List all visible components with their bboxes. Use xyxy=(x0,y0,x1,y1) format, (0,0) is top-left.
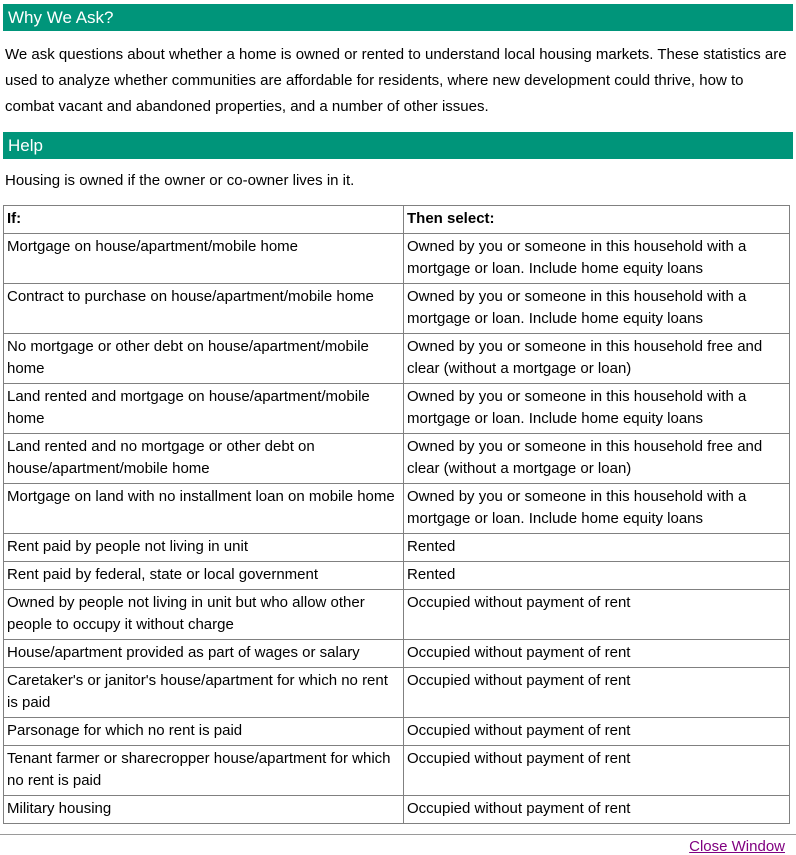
footer xyxy=(3,838,785,855)
then-cell: Owned by you or someone in this household free and clear (without a mortgage or loan) xyxy=(404,334,790,384)
then-cell: Owned by you or someone in this household with a mortgage or loan. Include home equity loans xyxy=(404,384,790,434)
then-cell: Owned by you or someone in this household free and clear (without a mortgage or loan) xyxy=(404,434,790,484)
if-cell: Military housing xyxy=(4,796,404,824)
if-cell: No mortgage or other debt on house/apartment/mobile home xyxy=(4,334,404,384)
table-row xyxy=(4,746,790,796)
help-intro-text: Housing is owned if the owner or co-owner lives in it. xyxy=(5,172,355,189)
then-cell: Owned by you or someone in this household with a mortgage or loan. Include home equity loans xyxy=(404,484,790,534)
if-cell: Parsonage for which no rent is paid xyxy=(4,718,404,746)
table-row xyxy=(4,484,790,534)
table-row xyxy=(4,334,790,384)
if-cell: House/apartment provided as part of wages or salary xyxy=(4,640,404,668)
if-cell: Land rented and no mortgage or other debt on house/apartment/mobile home xyxy=(4,434,404,484)
table-row xyxy=(4,562,790,590)
table-row xyxy=(4,434,790,484)
table-header-row xyxy=(4,206,790,234)
then-cell: Occupied without payment of rent xyxy=(404,640,790,668)
table-row xyxy=(4,384,790,434)
then-cell: Occupied without payment of rent xyxy=(404,796,790,824)
if-cell: Caretaker's or janitor's house/apartment for which no rent is paid xyxy=(4,668,404,718)
if-cell: Rent paid by federal, state or local government xyxy=(4,562,404,590)
table-row xyxy=(4,234,790,284)
table-row xyxy=(4,534,790,562)
housing-tenure-table xyxy=(3,205,790,824)
then-cell: Owned by you or someone in this household with a mortgage or loan. Include home equity loans xyxy=(404,284,790,334)
help-title: Help xyxy=(8,136,43,155)
if-cell: Tenant farmer or sharecropper house/apartment for which no rent is paid xyxy=(4,746,404,796)
table-row xyxy=(4,590,790,640)
if-cell: Land rented and mortgage on house/apartment/mobile home xyxy=(4,384,404,434)
then-cell: Owned by you or someone in this household with a mortgage or loan. Include home equity loans xyxy=(404,234,790,284)
table-row xyxy=(4,796,790,824)
then-select-column-header: Then select: xyxy=(404,206,790,234)
if-column-header: If: xyxy=(4,206,404,234)
why-we-ask-header xyxy=(3,4,793,31)
if-cell: Contract to purchase on house/apartment/mobile home xyxy=(4,284,404,334)
if-cell: Mortgage on house/apartment/mobile home xyxy=(4,234,404,284)
why-we-ask-text: We ask questions about whether a home is owned or rented to understand local housing markets. These statistics are used to analyze whether communities are affordable for residents, where new development could thrive, how to combat vacant and abandoned properties, and a number of other issues. xyxy=(5,46,787,115)
then-cell: Occupied without payment of rent xyxy=(404,718,790,746)
then-cell: Rented xyxy=(404,534,790,562)
table-row xyxy=(4,640,790,668)
then-cell: Occupied without payment of rent xyxy=(404,590,790,640)
table-row xyxy=(4,668,790,718)
table-row xyxy=(4,284,790,334)
close-window-link[interactable]: Close Window xyxy=(689,838,785,855)
table-row xyxy=(4,718,790,746)
window-bottom-edge xyxy=(0,834,796,835)
then-cell: Occupied without payment of rent xyxy=(404,668,790,718)
help-header xyxy=(3,132,793,159)
why-we-ask-title: Why We Ask? xyxy=(8,8,114,27)
then-cell: Occupied without payment of rent xyxy=(404,746,790,796)
if-cell: Rent paid by people not living in unit xyxy=(4,534,404,562)
if-cell: Mortgage on land with no installment loan on mobile home xyxy=(4,484,404,534)
if-cell: Owned by people not living in unit but who allow other people to occupy it without charge xyxy=(4,590,404,640)
then-cell: Rented xyxy=(404,562,790,590)
